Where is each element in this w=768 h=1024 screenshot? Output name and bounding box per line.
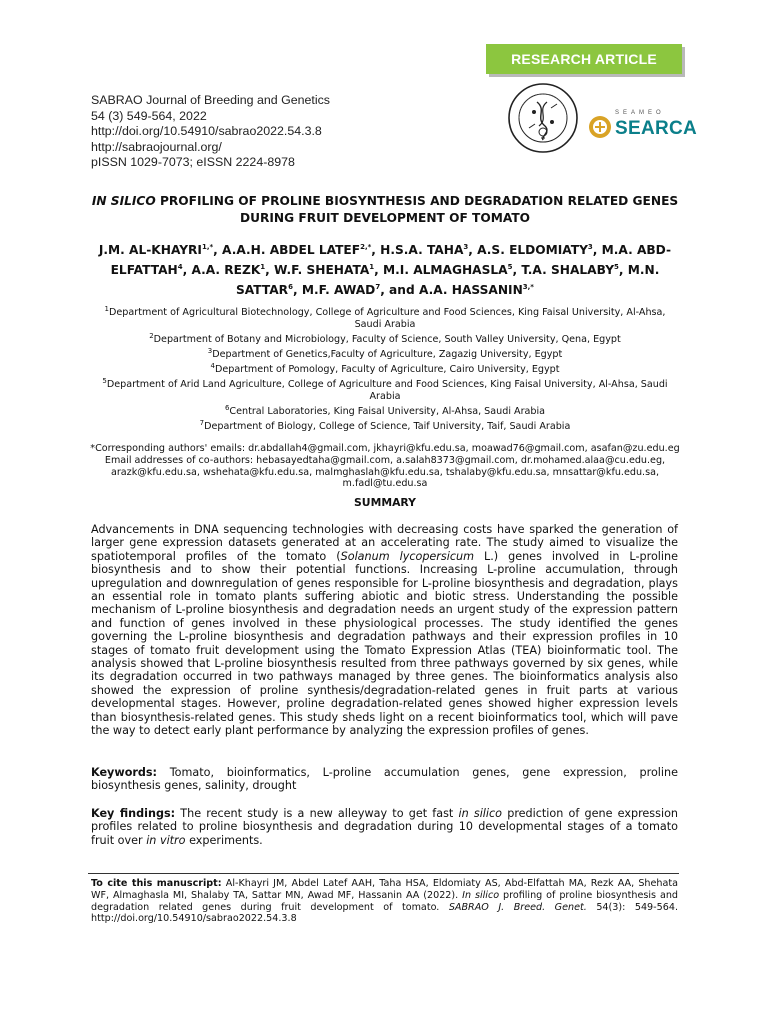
affiliation-line <box>90 418 680 433</box>
species-name: Solanum lycopersicum <box>340 549 474 563</box>
author-affiliation-mark: 2,* <box>360 243 372 251</box>
journal-info <box>91 93 330 171</box>
affiliations <box>90 304 680 432</box>
author-name: A.A. REZK <box>191 263 261 278</box>
footer-divider <box>88 873 679 874</box>
author-name: J.M. AL-KHAYRI <box>98 243 202 258</box>
affiliation-number: 2 <box>149 331 154 340</box>
citation-part: profiling of proline biosynthesis and degradation related genes during fruit development of tomato. <box>91 889 678 913</box>
author-affiliation-mark: 7 <box>375 283 381 292</box>
journal-url[interactable]: http://sabraojournal.org/ <box>91 139 222 154</box>
author-name: A.A. HASSANIN <box>418 283 523 298</box>
affiliation-number: 7 <box>199 418 205 427</box>
affiliation-line <box>90 361 680 376</box>
keywords-label: Keywords: <box>91 766 158 779</box>
citation-part: Al-Khayri JM, Abdel Latef AAH, Taha HSA, Eldomiaty AS, Abd-Elfattah MA, Rezk AA, Shehata WF, Almaghasla MI, Shalaby TA, Sattar MN, Awad MF, Hassanin AA (2022). <box>91 878 679 901</box>
journal-issn: pISSN 1029-7073; eISSN 2224-8978 <box>91 155 295 170</box>
affiliation-line <box>90 346 680 361</box>
affiliation-text: Central Laboratories, King Faisal University, Al-Ahsa, Saudi Arabia <box>229 405 546 417</box>
affiliation-line <box>90 331 680 346</box>
author-name: M.N. SATTAR <box>236 263 660 298</box>
key-findings-italic: in silico <box>458 807 503 820</box>
affiliation-number: 1 <box>104 305 110 313</box>
affiliation-number: 6 <box>224 403 230 412</box>
summary-heading: SUMMARY <box>354 496 416 509</box>
title-rest: PROFILING OF PROLINE BIOSYNTHESIS AND DEGRADATION RELATED GENES DURING FRUIT DEVELOPMENT OF TOMATO <box>155 194 679 225</box>
title-italic: IN SILICO <box>91 194 156 208</box>
sabrao-seal-logo <box>507 82 579 158</box>
author-name: A.A.H. ABDEL LATEF <box>222 243 361 258</box>
searca-emblem-icon <box>587 114 613 140</box>
corresponding-emails: *Corresponding authors' emails: dr.abdallah4@gmail.com, jkhayri@kfu.edu.sa, moawad76@gmail.com, asafan@zu.edu.eg <box>90 443 680 454</box>
keywords <box>91 766 678 793</box>
citation-label: To cite this manuscript: <box>91 878 222 889</box>
affiliation-text: Department of Pomology, Faculty of Agriculture, Cairo University, Egypt <box>214 363 560 375</box>
author-affiliation-mark: 1,* <box>201 243 214 251</box>
citation-journal: SABRAO J. Breed. Genet. <box>448 901 587 913</box>
affiliation-text: Department of Genetics,Faculty of Agriculture, Zagazig University, Egypt <box>212 348 563 360</box>
affiliation-line <box>90 403 680 418</box>
author-affiliation-mark: 5 <box>507 263 513 272</box>
author-name: M.F. AWAD <box>301 283 376 298</box>
citation-part: 54(3): 549-564. http://doi.org/10.54910/sabrao2022.54.3.8 <box>91 901 678 925</box>
author-name: M.I. ALMAGHASLA <box>383 263 508 278</box>
abstract-part: L.) genes involved in L-proline biosynthesis and to show their potential functions. Increasing L-proline accumulation, through upregulation and downregulation of genes responsible for L-proline biosynthesis and degradation, plays an essential role in tomato plants suffering abiotic and biotic stress. Understanding the possible mechanism of L-proline biosynthesis and degradation needs an urgent study of the expression pattern and function of genes involved in these physiological processes. The study identified the genes governing the L-proline biosynthesis and degradation pathways and their expression profiles in 10 stages of tomato fruit development using the Tomato Expression Atlas (TEA) bioinformatic tool. The analysis showed that L-proline biosynthesis resulted from three pathways governed by six genes, while its degradation occurred in two pathways managed by three genes. The bioinformatics analysis also showed the expression of proline synthesis/degradation-related genes in fruit parts at various developmental stages. However, proline degradation-related genes showed higher expression levels than biosynthesis-related genes. This study sheds light on a recent bioinformatics tool, which will pave the way to detect early plant performance by analyzing the expression profiles of genes. <box>91 549 678 738</box>
searca-top-text: SEAMEO <box>615 110 665 116</box>
affiliation-line <box>90 304 680 331</box>
author-name: H.S.A. TAHA <box>380 243 464 258</box>
key-findings-part: experiments. <box>185 833 263 847</box>
abstract-part: Advancements in DNA sequencing technologies with decreasing costs have sparked the generation of larger gene expression datasets generated at an accelerating rate. The study aimed to visualize the spatiotemporal profiles of the tomato ( <box>91 523 678 563</box>
key-findings-label: Key findings: <box>91 807 176 820</box>
author-name: T.A. SHALABY <box>521 263 615 278</box>
keywords-text: Tomato, bioinformatics, L-proline accumulation genes, gene expression, proline biosynthesis genes, salinity, drought <box>91 766 678 793</box>
author-name: M.A. ABD-ELFATTAH <box>110 243 672 278</box>
journal-volume: 54 (3) 549-564, 2022 <box>91 108 207 123</box>
abstract-text <box>91 523 678 738</box>
article-type-badge: RESEARCH ARTICLE <box>486 44 682 74</box>
journal-name: SABRAO Journal of Breeding and Genetics <box>91 93 330 107</box>
key-findings-italic: in vitro <box>146 833 186 847</box>
affiliation-text: Department of Biology, College of Science, Taif University, Taif, Saudi Arabia <box>204 420 571 432</box>
citation-italic: In silico <box>462 889 500 901</box>
key-findings-part: prediction of gene expression profiles related to proline biosynthesis and degradation during 10 developmental stages of a tomato fruit over <box>91 807 679 847</box>
searca-word: SEARCA <box>615 118 698 139</box>
affiliation-line <box>90 376 680 403</box>
affiliation-text: Department of Botany and Microbiology, Faculty of Science, South Valley University, Qena, Egypt <box>153 333 621 345</box>
author-affiliation-mark: 5 <box>614 263 619 272</box>
citation <box>91 878 678 925</box>
affiliation-number: 3 <box>207 346 213 355</box>
affiliation-number: 4 <box>210 361 215 370</box>
affiliation-number: 5 <box>102 376 107 385</box>
author-affiliation-mark: 3 <box>587 243 593 251</box>
author-affiliation-mark: 1 <box>260 263 266 272</box>
journal-doi[interactable]: http://doi.org/10.54910/sabrao2022.54.3.8 <box>91 124 322 139</box>
author-affiliation-mark: 3 <box>463 243 469 251</box>
key-findings <box>91 807 678 847</box>
author-affiliation-mark: 3,* <box>522 283 534 292</box>
author-affiliation-mark: 4 <box>177 263 183 272</box>
author-affiliation-mark: 1 <box>369 263 375 272</box>
author-name: A.S. ELDOMIATY <box>477 243 588 258</box>
author-name: W.F. SHEHATA <box>274 263 370 278</box>
email-block <box>90 443 680 490</box>
author-affiliation-mark: 6 <box>288 283 293 292</box>
coauthor-emails: Email addresses of co-authors: hebasayedtaha@gmail.com, a.salah8373@gmail.com, dr.mohamed.alaa@cu.edu.eg, arazk@kfu.edu.sa, wshehata@kfu.edu.sa, malmghaslah@kfu.edu.sa, tshalaby@kfu.edu.sa, mnsattar@kfu.edu.sa, m.fadl@tu.edu.sa <box>104 454 666 490</box>
author-list: J.M. $AL-KHAYRI^{1,*}$, A.A.H. ABDEL $LATEF^{2,*}$, H.S.A. TAHA$^3$, A.S. ELDOMIATY$^3$, M.A. ABD-ELFATTAH$^4$, A.A. REZK$^1$, W.F. SHEHATA$^1$, M.I. ALMAGHASLA$^5$, T.A. SHALABY$^5$, M.N. SATTAR$^6$, M.F. AWAD$^7$, and A.A. $HASSANIN^{3,*}$ <box>98 243 672 298</box>
key-findings-part: The recent study is a new alleyway to get fast <box>175 807 459 820</box>
affiliation-text: Department of Arid Land Agriculture, College of Agriculture and Food Sciences, King Faisal University, Al-Ahsa, Saudi Arabia <box>106 378 668 402</box>
article-title <box>90 193 680 227</box>
affiliation-text: Department of Agricultural Biotechnology, College of Agriculture and Food Sciences, King Faisal University, Al-Ahsa, Saudi Arabia <box>109 307 666 330</box>
